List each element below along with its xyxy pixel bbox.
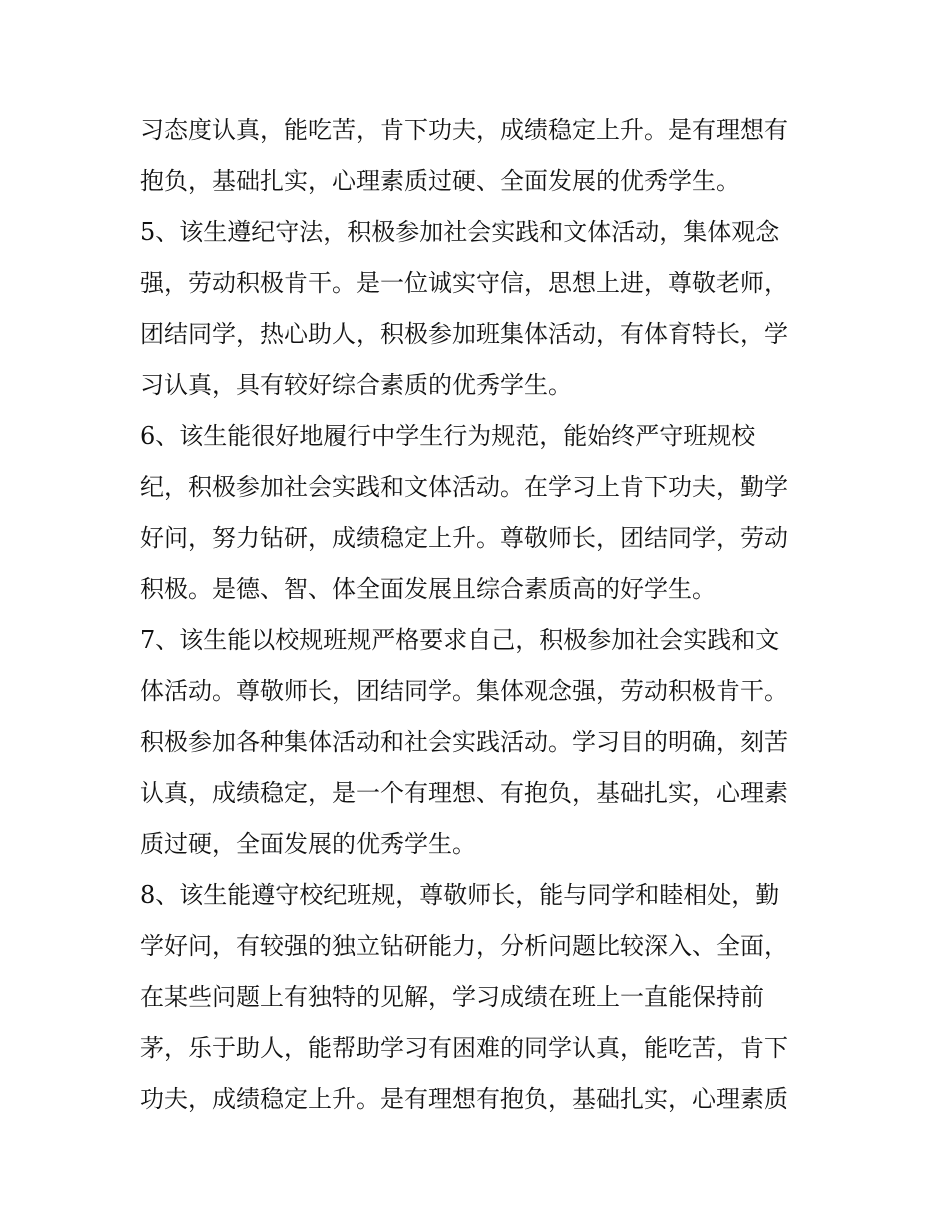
text-line: 纪，积极参加社会实践和文体活动。在学习上肯下功夫，勤学 [140,473,788,501]
text-line: 5、该生遵纪守法，积极参加社会实践和文体活动，集体观念 [140,218,780,246]
text-line: 好问，努力钻研，成绩稳定上升。尊敬师长，团结同学，劳动 [140,524,788,552]
text-line: 强，劳动积极肯干。是一位诚实守信，思想上进，尊敬老师， [140,269,788,297]
text-line: 8、该生能遵守校纪班规，尊敬师长，能与同学和睦相处，勤 [140,881,780,909]
text-line: 认真，成绩稳定，是一个有理想、有抱负，基础扎实，心理素 [140,779,788,807]
text-line: 功夫，成绩稳定上升。是有理想有抱负，基础扎实，心理素质 [140,1085,788,1113]
text-line: 茅，乐于助人，能帮助学习有困难的同学认真，能吃苦，肯下 [140,1034,788,1062]
text-line: 积极。是德、智、体全面发展且综合素质高的好学生。 [140,575,716,603]
text-line: 积极参加各种集体活动和社会实践活动。学习目的明确，刻苦 [140,728,788,756]
text-line: 习态度认真，能吃苦，肯下功夫，成绩稳定上升。是有理想有 [140,116,788,144]
text-line: 学好问，有较强的独立钻研能力，分析问题比较深入、全面， [140,932,788,960]
text-line: 6、该生能很好地履行中学生行为规范，能始终严守班规校 [140,422,756,450]
text-line: 团结同学，热心助人，积极参加班集体活动，有体育特长，学 [140,320,788,348]
text-line: 在某些问题上有独特的见解，学习成绩在班上一直能保持前 [140,983,764,1011]
text-line: 习认真，具有较好综合素质的优秀学生。 [140,371,572,399]
text-line: 体活动。尊敬师长，团结同学。集体观念强，劳动积极肯干。 [140,677,788,705]
text-line: 7、该生能以校规班规严格要求自己，积极参加社会实践和文 [140,626,780,654]
text-line: 质过硬，全面发展的优秀学生。 [140,830,476,858]
text-line: 抱负，基础扎实，心理素质过硬、全面发展的优秀学生。 [140,167,740,195]
